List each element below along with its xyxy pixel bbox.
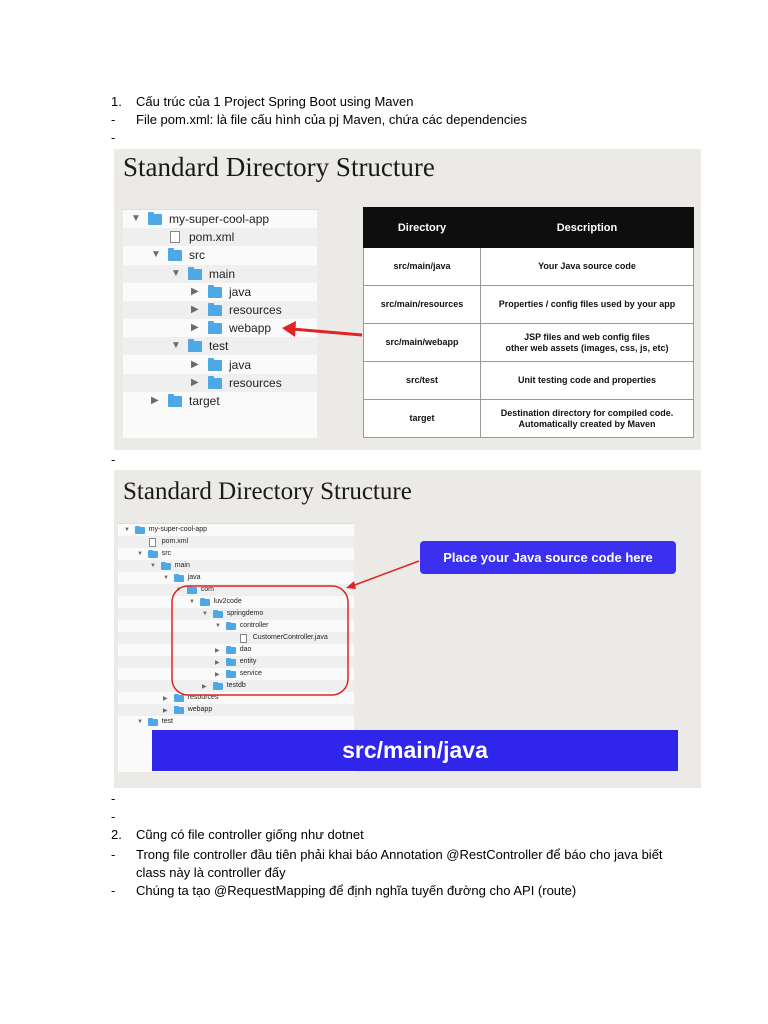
list-marker: - [111, 130, 116, 145]
tree-item-label: controller [239, 622, 269, 629]
red-arrow-line [352, 561, 419, 586]
tree-item-label: resources [229, 303, 282, 317]
disclosure-open-icon[interactable]: ▼ [151, 249, 161, 261]
table-cell-description: Your Java source code [481, 248, 694, 286]
disclosure-closed-icon[interactable]: ▶ [202, 684, 207, 690]
bullet-pom [111, 111, 527, 129]
bullet-rest-controller [111, 846, 663, 864]
disclosure-open-icon[interactable]: ▼ [171, 340, 181, 352]
disclosure-closed-icon[interactable]: ▶ [163, 708, 168, 714]
tree-item-label: resources [187, 694, 219, 701]
highlight-ellipse [172, 586, 348, 695]
src-main-java-banner: src/main/java [152, 730, 678, 771]
tree-item-label: testdb [226, 682, 246, 689]
disclosure-closed-icon[interactable]: ▶ [215, 648, 220, 654]
list-marker: - [111, 847, 116, 862]
tree-item-label: my-super-cool-app [148, 526, 208, 533]
list-marker: - [111, 112, 116, 127]
tree-item-label: pom.xml [189, 230, 235, 245]
bullet-text: File pom.xml: là file cấu hình của pj Maven, chứa các dependencies [136, 112, 527, 127]
disclosure-open-icon[interactable]: ▼ [137, 719, 143, 725]
disclosure-closed-icon[interactable]: ▶ [191, 322, 199, 334]
tree-item-label: java [229, 357, 252, 372]
list-marker: - [111, 883, 116, 898]
bullet-empty [111, 451, 136, 469]
table-cell-description: Unit testing code and properties [481, 362, 694, 400]
tree-item-label: dao [239, 646, 252, 653]
tree-item-label: src [161, 550, 172, 557]
disclosure-open-icon[interactable]: ▼ [150, 563, 156, 569]
tree-item-label: com [200, 586, 214, 593]
tree-item-label: entity [239, 658, 257, 665]
bullet-empty [111, 129, 136, 147]
tree-item-label: luv2code [213, 598, 242, 605]
bullet-request-mapping [111, 882, 576, 900]
disclosure-closed-icon[interactable]: ▶ [191, 376, 199, 388]
callout-box: Place your Java source code here [420, 541, 676, 574]
table-cell-directory: target [364, 400, 481, 438]
heading-text: Cấu trúc của 1 Project Spring Boot using Maven [136, 94, 414, 109]
bullet-empty [111, 808, 136, 826]
disclosure-closed-icon[interactable]: ▶ [163, 696, 168, 702]
list-marker: 1. [111, 94, 122, 109]
list-marker: - [111, 791, 116, 806]
slide-standard-directory-structure [114, 149, 701, 450]
red-arrow-head [282, 321, 296, 337]
table-header-description: Description [481, 208, 694, 248]
tree-item-label: resources [229, 375, 282, 390]
disclosure-open-icon[interactable]: ▼ [131, 213, 141, 224]
disclosure-open-icon[interactable]: ▼ [124, 527, 130, 533]
tree-item-label: main [209, 266, 236, 281]
tree-item-label: test [209, 339, 229, 354]
tree-item-label: pom.xml [161, 538, 189, 545]
disclosure-open-icon[interactable]: ▼ [137, 551, 143, 557]
tree-item-label: service [239, 670, 262, 677]
disclosure-open-icon[interactable]: ▼ [176, 587, 182, 593]
disclosure-open-icon[interactable]: ▼ [189, 599, 195, 605]
tree-item-label: java [187, 574, 201, 581]
disclosure-closed-icon[interactable]: ▶ [151, 395, 159, 406]
heading-1 [111, 93, 413, 111]
table-cell-directory: src/test [364, 362, 481, 400]
disclosure-closed-icon[interactable]: ▶ [215, 672, 220, 678]
disclosure-open-icon[interactable]: ▼ [163, 575, 169, 581]
table-cell-directory: src/main/resources [364, 286, 481, 324]
disclosure-closed-icon[interactable]: ▶ [215, 660, 220, 666]
table-cell-directory: src/main/java [364, 248, 481, 286]
table-cell-description: Destination directory for compiled code. Automatically created by Maven [481, 400, 694, 438]
disclosure-open-icon[interactable]: ▼ [215, 623, 221, 629]
disclosure-closed-icon[interactable]: ▶ [191, 285, 199, 297]
bullet-text: Chúng ta tạo @RequestMapping để định nghĩa tuyến đường cho API (route) [136, 883, 577, 898]
heading-text: Cũng có file controller giống như dotnet [136, 827, 364, 842]
list-marker: 2. [111, 827, 122, 842]
tree-item-label: CustomerController.java [252, 634, 328, 641]
disclosure-closed-icon[interactable]: ▶ [191, 304, 199, 315]
table-cell-description: Properties / config files used by your app [481, 286, 694, 324]
disclosure-open-icon[interactable]: ▼ [202, 611, 208, 617]
heading-2 [111, 826, 364, 844]
list-marker: - [111, 809, 116, 824]
arrow-overlay [114, 149, 701, 450]
bullet-continuation: class này là controller đấy [136, 865, 286, 880]
red-arrow-line [292, 329, 362, 335]
bullet-text: Trong file controller đầu tiên phải khai báo Annotation @RestController để báo cho java biết [136, 847, 663, 862]
disclosure-open-icon[interactable]: ▼ [171, 267, 181, 279]
tree-item-label: webapp [229, 321, 272, 336]
tree-item-label: main [174, 562, 190, 569]
table-cell-directory: src/main/webapp [364, 324, 481, 362]
tree-item-label: my-super-cool-app [169, 212, 270, 226]
table-cell-description: JSP files and web config files other web assets (images, css, js, etc) [481, 324, 694, 362]
tree-item-label: springdemo [226, 610, 264, 617]
red-arrow-head [346, 581, 356, 589]
list-marker: - [111, 452, 116, 467]
slide-title: Standard Directory Structure [123, 478, 412, 505]
slide-java-source [114, 470, 701, 788]
tree-item-label: target [189, 394, 220, 408]
tree-item-label: webapp [187, 706, 213, 713]
tree-item-label: java [229, 284, 252, 299]
disclosure-closed-icon[interactable]: ▶ [191, 358, 199, 370]
tree-item-label: test [161, 718, 173, 725]
bullet-empty [111, 790, 136, 808]
slide-title: Standard Directory Structure [123, 152, 435, 182]
tree-item-label: src [189, 248, 205, 263]
table-header-directory: Directory [364, 208, 481, 248]
